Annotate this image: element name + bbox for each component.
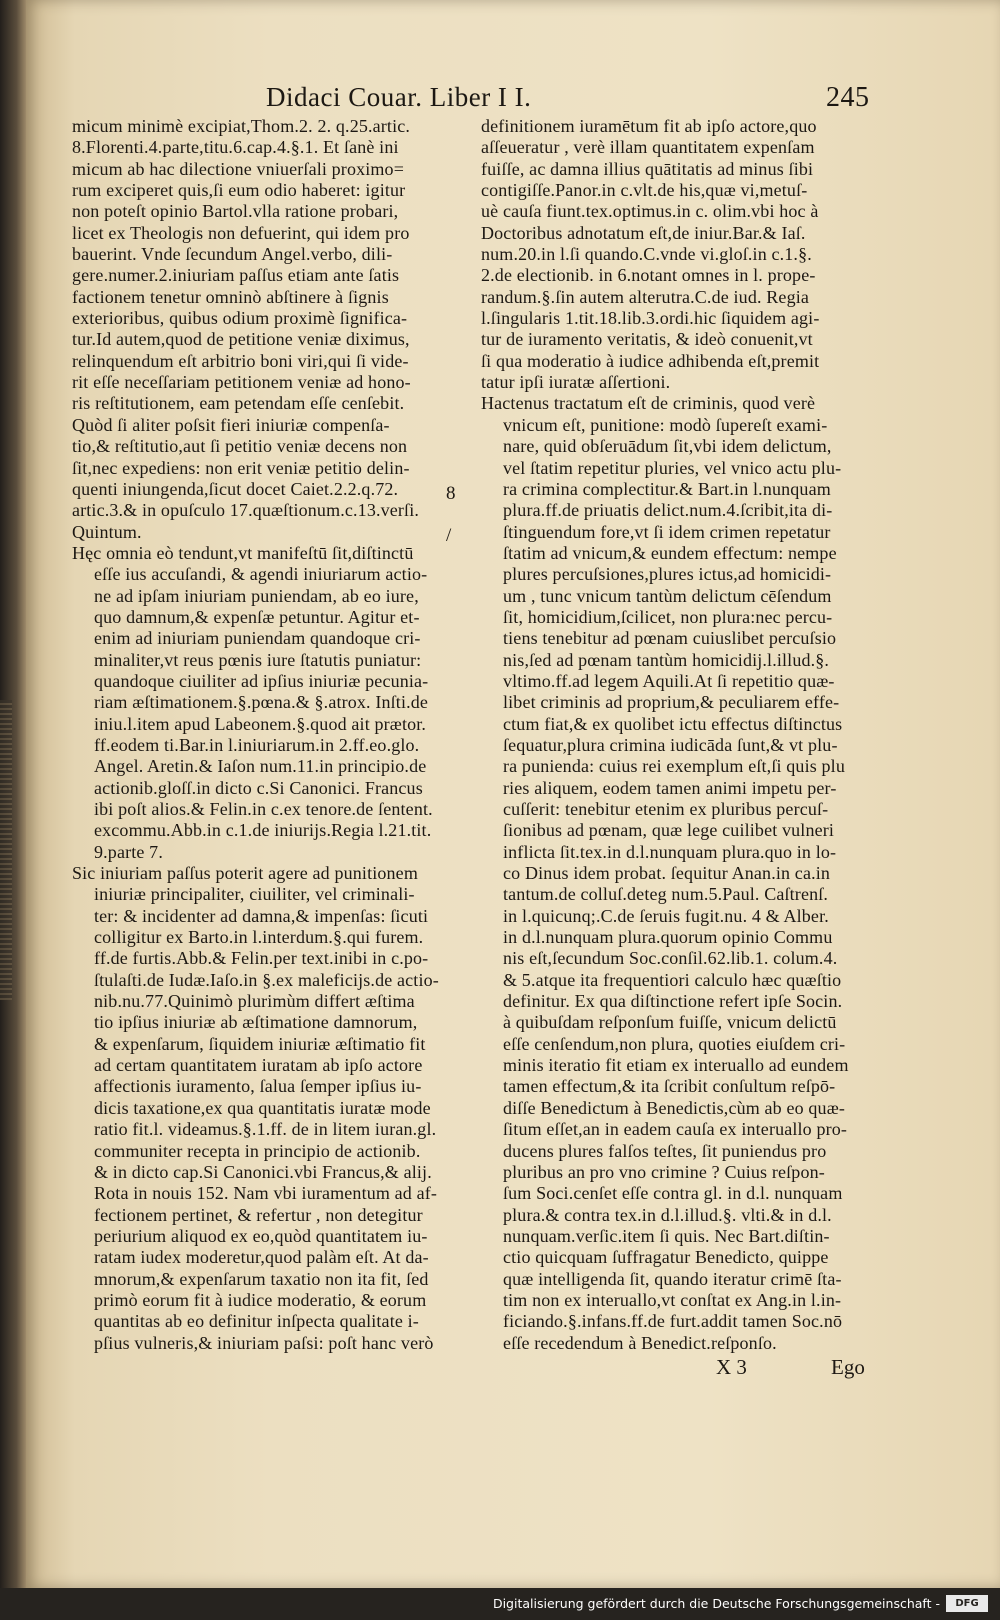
text-line: in d.l.nunquam plura.quorum opinio Commu [503,927,833,948]
text-line: gere.numer.2.iniuriam paſſus etiam ante ſatis [72,265,400,286]
text-line: quo damnum,& expenſæ petuntur. Agitur et- [94,606,420,627]
text-line: um , tunc vnicum tantùm delictum cēſendum [503,585,832,606]
text-line: ctio quicquam ſuffragatur Benedicto, quippe [503,1247,829,1268]
text-line: ctum fiat,& ex quolibet ictu effectus diſtinctus [503,713,843,734]
text-line: plures percuſsiones,plures ictus,ad homicidi- [503,564,832,585]
text-line: nunquam.verſic.item ſi quis. Nec Bart.diſtin- [503,1225,830,1246]
text-line: exterioribus, quibus odium proximè ſignifica- [72,308,408,329]
margin-stroke: / [446,525,452,546]
text-line: colligitur ex Barto.in l.interdum.§.qui furem. [94,927,424,948]
text-line: ne ad ipſam iniuriam puniendam, ab eo iure, [94,585,419,606]
text-line: inflicta ſit.tex.in d.l.nunquam plura.quo in lo- [503,841,837,862]
book-page [26,0,1000,1588]
text-line: rum exciperet quis,ſi eum odio haberet: igitur [72,180,406,201]
text-line: ter: & incidenter ad damna,& impenſas: ſicuti [94,905,429,926]
text-line: 8.Florenti.4.parte,titu.6.cap.4.§.1. Et ſanè ini [72,137,399,158]
text-line: iniu.l.item apud Labeonem.§.quod ait prætor. [94,713,427,734]
text-line: actionib.gloſſ.in dicto c.Si Canonici. Francus [94,777,423,798]
text-line: ſequatur,plura crimina iudicāda ſunt,& vt plu- [503,734,838,755]
text-line: ſit, homicidium,ſcilicet, non plura:nec percu- [503,606,833,627]
text-line: l.ſingularis 1.tit.18.lib.3.ordi.hic ſiquidem agi- [481,308,820,329]
text-line: plura.ff.de priuatis delict.num.4.ſcribit,ita di- [503,500,833,521]
text-line: tio ipſius iniuriæ ab æſtimatione damnorum, [94,1012,418,1033]
text-line: ſtulaſti.de Iudæ.Iaſo.in §.ex maleficijs.de actio- [94,969,439,990]
text-line: eſſe recedendum à Benedict.reſponſo. [503,1332,777,1353]
text-line: eſſe cenſendum,non plura, quoties eiuſdem cri- [503,1033,846,1054]
text-line: aſſeueratur , verè illam quantitatem expenſam [481,137,815,158]
page-edges [0,700,12,1000]
text-line: 2.de electionib. in 6.notant omnes in l. prope- [481,265,816,286]
text-line: à quibuſdam reſponſum fuiſſe, vnicum delictū [503,1012,837,1033]
text-line: Sic iniuriam paſſus poterit agere ad punitionem [72,863,418,884]
text-line: Hactenus tractatum eſt de criminis, quod verè [481,393,816,414]
text-line: definitionem iuramētum fit ab ipſo actore,quo [481,116,817,136]
text-line: Quòd ſi aliter poſsit fieri iniuriæ compenſa- [72,414,390,435]
text-line: iniuriæ principaliter, ciuiliter, vel criminali- [94,884,415,905]
text-line: excommu.Abb.in c.1.de iniurijs.Regia l.21.tit. [94,820,432,841]
text-line: quenti iniungenda,ſicut docet Caiet.2.2.q.72. [72,478,399,499]
text-line: communiter recepta in principio de actionib. [94,1140,421,1161]
text-line: nare, quid obſeruādum ſit,vbi idem delictum, [503,436,832,457]
text-line: ſtinguendum fore,vt ſi idem crimen repetatur [503,521,831,542]
text-line: ries aliquem, eodem tamen animi impetu per- [503,777,837,798]
text-line: quandoque ciuiliter ad ipſius iniuriæ pecunia- [94,670,429,691]
text-line: minis iteratio fit etiam ex interuallo ad eundem [503,1055,849,1076]
text-line: licet ex Theologis non defuerint, qui idem pro [72,222,410,243]
text-line: pluribus an pro vno crimine ? Cuius reſpon- [503,1161,825,1182]
text-line: ff.de furtis.Abb.& Felin.per text.inibi in c.po- [94,948,429,969]
text-line: artic.3.& in opuſculo 17.quæſtionum.c.13.verſi. [72,500,420,521]
text-line: tio,& reſtitutio,aut ſi petitio veniæ decens non [72,436,408,457]
text-line: vel ſtatim repetitur pluries, vel vnico actu plu- [503,457,842,478]
text-line: ad certam quantitatem iuratam ab ipſo actore [94,1055,423,1076]
text-line: ratio fit.l. videamus.§.1.ff. de in litem iuran.gl. [94,1119,437,1140]
text-line: nis eſt,ſecundum Soc.conſil.62.lib.1. colum.4. [503,948,838,969]
text-line: in l.quicunq;.C.de ſeruis fugit.nu. 4 & Alber. [503,905,829,926]
signature-mark: X 3 [716,1355,747,1379]
text-line: tur.Id autem,quod de petitione veniæ diximus, [72,329,410,350]
text-line: enim ad iniuriam puniendam quandoque cri- [94,628,421,649]
text-line: mnorum,& expenſarum taxatio non ita fit, ſed [94,1268,429,1289]
text-line: tamen effectum,& ita ſcribit conſultum reſpō- [503,1076,836,1097]
paragraph [72,116,472,543]
text-line: quantitas ab eo definitur inſpecta qualitate i- [94,1311,419,1332]
text-line: tur de iuramento veritatis, & ideò conuenit,vt [481,329,813,350]
text-line: ra crimina complectitur.& Bart.in l.nunquam [503,478,831,499]
text-line: ſtatim ad vnicum,& eundem effectum: nempe [503,542,837,563]
right-text-column [481,116,871,1354]
text-line: ducens plures falſos teſtes, ſit puniendus pro [503,1140,827,1161]
text-line: ra punienda: cuius rei exemplum eſt,ſi quis plu [503,756,845,777]
text-line: ff.eodem ti.Bar.in l.iniuriarum.in 2.ff.eo.glo. [94,734,420,755]
text-line: ſitum eſſet,an in eadem cauſa ex interuallo pro- [503,1119,848,1140]
text-line: Quintum. [72,521,142,542]
text-line: & 5.atque ita frequentiori calculo hæc quæſtio [503,969,842,990]
text-line: relinquendum eſt arbitrio boni viri,qui ſi vide- [72,350,409,371]
running-head-title: Didaci Couar. Liber I I. [266,82,532,112]
text-line: nib.nu.77.Quinimò plurimùm differt æſtima [94,991,415,1012]
text-line: factionem tenetur omninò abſtinere à ſignis [72,286,389,307]
text-line: Doctoribus adnotatum eſt,de iniur.Bar.& Iaſ. [481,222,806,243]
text-line: pſius vulneris,& iniuriam paſsi: poſt hanc verò [94,1332,434,1353]
text-line: num.20.in l.ſi quando.C.vnde vi.gloſ.in c.1.§. [481,244,812,265]
text-line: ratam iudex moderetur,quod palàm eſt. At da- [94,1247,429,1268]
text-line: quæ intelligenda ſit, quando iteratur crimē ſta- [503,1268,842,1289]
text-line: ris reſtitutionem, eam petendam eſſe cenſebit. [72,393,405,414]
text-line: cuſſerit: tenebitur etenim ex pluribus percuſ- [503,799,829,819]
text-line: plura.& contra tex.in d.l.illud.§. vlti.& in d.l. [503,1204,832,1225]
text-line: minaliter,vt reus pœnis iure ſtatutis puniatur: [94,649,422,670]
text-line: eſſe ius accuſandi, & agendi iniuriarum actio- [94,564,428,585]
text-line: non poteſt opinio Bartol.vlla ratione probari, [72,201,399,222]
text-line: primò eorum fit à iudice moderatio, & eorum [94,1289,427,1310]
text-line: fectionem pertinet, & refertur , non detegitur [94,1204,423,1225]
text-line: bauerint. Vnde ſecundum Angel.verbo, dili- [72,244,393,265]
text-line: randum.§.ſin autem alterutra.C.de iud. Regia [481,286,810,307]
text-line: dicis taxatione,ex qua quantitatis iuratæ mode [94,1097,431,1118]
folio-number: 245 [826,82,870,113]
text-line: micum ab hac dilectione vniuerſali proximo= [72,158,405,179]
text-line: co Dinus idem probat. ſequitur Anan.in ca.in [503,863,831,884]
text-line: & expenſarum, ſiquidem iniuriæ æſtimatio fit [94,1033,426,1054]
text-line: riam æſtimationem.§.pœna.& §.atrox. Inſti.de [94,692,429,713]
text-line: contigiſſe.Panor.in c.vlt.de his,quæ vi,metuſ- [481,180,808,201]
text-line: ſi qua moderatio à iudice adhibenda eſt,premit [481,350,820,371]
text-line: uè cauſa fiunt.tex.optimus.in c. olim.vbi hoc à [481,201,819,222]
text-line: tiens tenebitur ad pœnam cuiuslibet percuſsio [503,628,837,649]
margin-number: 8 [446,483,456,504]
text-line: tantum.de colluſ.deteg num.5.Paul. Caſtrenſ. [503,884,829,905]
text-line: rit eſſe neceſſariam petitionem veniæ ad hono- [72,372,411,393]
text-line: Angel. Aretin.& Iaſon num.11.in principio.de [94,756,427,777]
text-line: vnicum eſt, punitione: modò ſupereſt exami- [503,414,828,435]
text-line: ibi poſt alios.& Felin.in c.ex tenore.de ſentent. [94,799,433,819]
text-line: tim non ex interuallo,vt conſtat ex Ang.in l.in- [503,1289,842,1310]
text-line: 9.parte 7. [94,841,163,862]
text-line: ſit,nec expediens: non erit veniæ petitio delin- [72,457,410,478]
digitization-footer [0,1588,1000,1620]
text-line: libet criminis ad proprium,& peculiarem effe- [503,692,840,713]
text-line: diſſe Benedictum à Benedictis,cùm ab eo quæ- [503,1097,846,1118]
text-line: vltimo.ff.ad legem Aquili.At ſi repetitio quæ- [503,670,835,691]
text-line: ſionibus ad pœnam, quæ lege cuilibet vulneri [503,820,835,841]
paragraph [72,863,472,1354]
text-line: tatur ipſi iuratæ aſſertioni. [481,372,671,393]
text-line: definitur. Ex qua diſtinctione refert ipſe Socin. [503,991,843,1012]
text-line: periurium aliquod ex eo,quòd quantitatem iu- [94,1225,428,1246]
running-head [266,82,870,113]
paragraph [481,393,871,1353]
text-line: nis,ſed ad pœnam tantùm homicidij.l.illud.§. [503,649,830,670]
text-line: micum minimè excipiat,Thom.2. 2. q.25.artic. [72,116,411,136]
text-line: Rota in nouis 152. Nam vbi iuramentum ad af- [94,1183,438,1204]
paragraph [481,116,871,393]
left-text-column [72,116,472,1354]
text-line: fuiſſe, ac damna illius quātitatis ad minus ſibi [481,158,814,179]
text-line: Hęc omnia eò tendunt,vt manifeſtū ſit,diſtinctū [72,542,414,563]
catchword: Ego [831,1355,865,1379]
text-line: & in dicto cap.Si Canonici.vbi Francus,& alij. [94,1161,432,1182]
text-line: ficiando.§.infans.ff.de furt.addit tamen Soc.nō [503,1311,843,1332]
text-line: ſum Soci.cenſet eſſe contra gl. in d.l. nunquam [503,1183,843,1204]
dfg-logo: DFG [946,1595,988,1612]
paragraph [72,543,472,863]
text-line: affectionis iuramento, ſalua ſemper ipſius iu- [94,1076,422,1097]
footer-credit: Digitalisierung gefördert durch die Deutsche Forschungsgemeinschaft - [492,1596,940,1611]
